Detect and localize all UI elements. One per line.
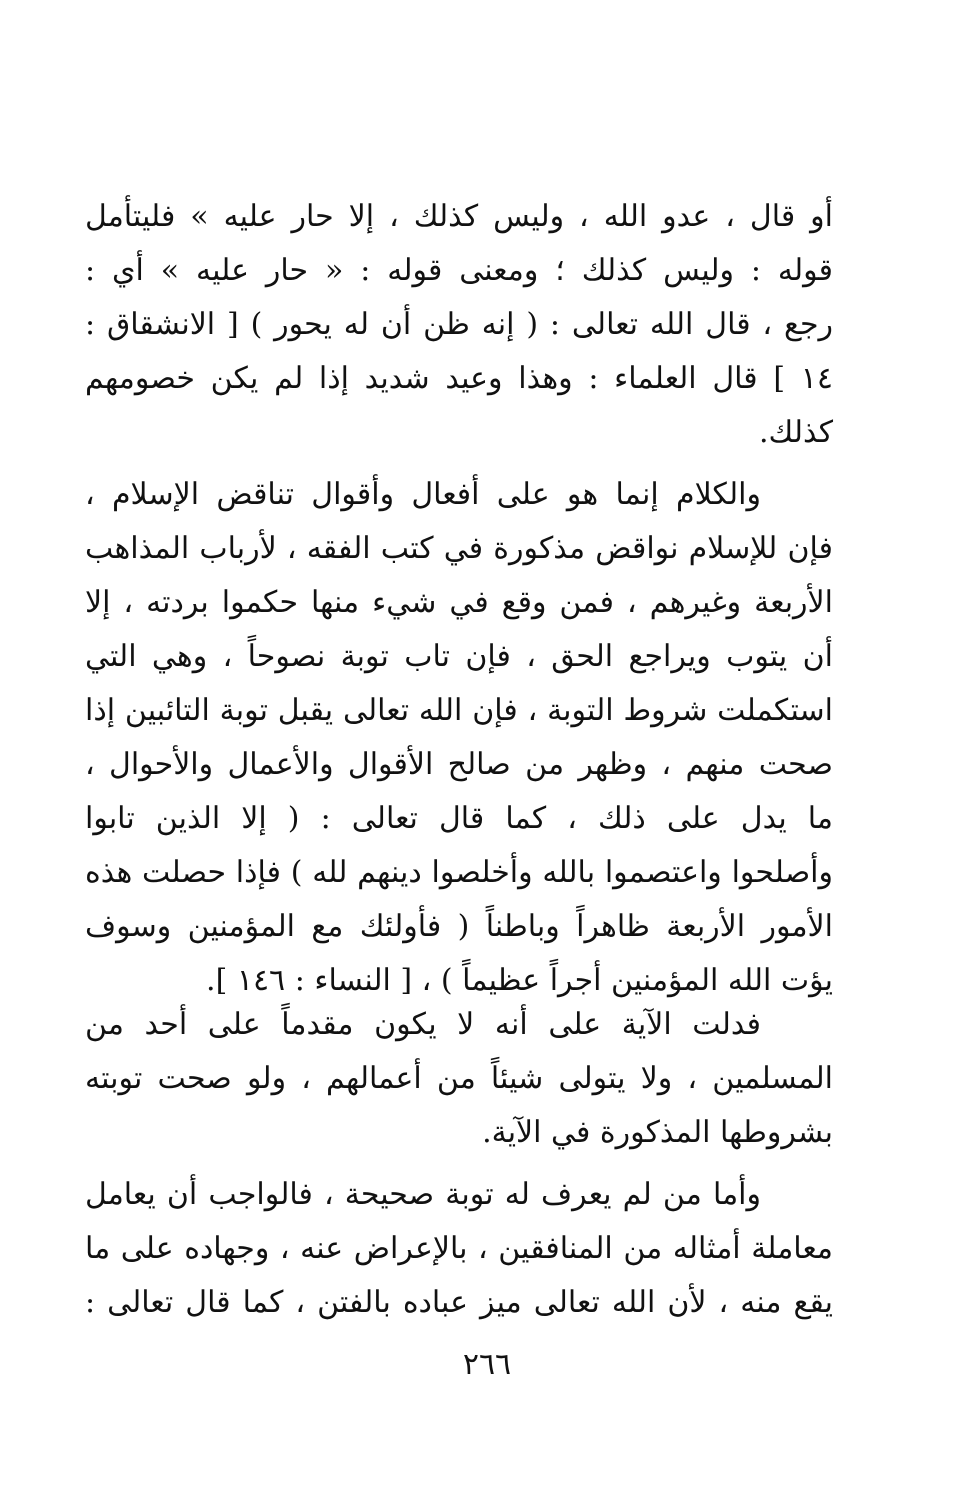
paragraph-4 xyxy=(85,1168,833,1330)
paragraph-2 xyxy=(85,468,833,1008)
text-line: صحت منهم ، وظهر من صالح الأقوال والأعمال والأحوال ، xyxy=(85,747,833,782)
text-line: استكملت شروط التوبة ، فإن الله تعالى يقبل توبة التائبين إذا xyxy=(85,693,833,728)
text-line: يؤت الله المؤمنين أجراً عظيماً ) ، [ النساء : ١٤٦ ]. xyxy=(206,963,833,998)
text-line: ١٤ ] قال العلماء : وهذا وعيد شديد إذا لم يكن خصومهم xyxy=(85,361,833,396)
text-line: وأصلحوا واعتصموا بالله وأخلصوا دينهم لله ) فإذا حصلت هذه xyxy=(85,855,833,890)
text-line: قوله : وليس كذلك ؛ ومعنى قوله : « حار عليه » أي : xyxy=(85,253,833,288)
text-line: يقع منه ، لأن الله تعالى ميز عباده بالفتن ، كما قال تعالى : xyxy=(85,1285,833,1320)
text-line: أن يتوب ويراجع الحق ، فإن تاب توبة نصوحاً ، وهي التي xyxy=(85,639,833,674)
paragraph-3 xyxy=(85,998,833,1160)
paragraph-1 xyxy=(85,190,833,460)
text-line: ما يدل على ذلك ، كما قال تعالى : ( إلا الذين تابوا xyxy=(85,801,833,836)
text-line: الأربعة وغيرهم ، فمن وقع في شيء منها حكموا بردته ، إلا xyxy=(85,585,833,620)
text-line: بشروطها المذكورة في الآية. xyxy=(482,1115,833,1150)
text-line: كذلك. xyxy=(759,415,833,450)
text-line: معاملة أمثاله من المنافقين ، بالإعراض عنه ، وجهاده على ما xyxy=(85,1231,833,1266)
text-line: وأما من لم يعرف له توبة صحيحة ، فالواجب أن يعامل xyxy=(85,1177,761,1212)
text-line: أو قال ، عدو الله ، وليس كذلك ، إلا حار عليه » فليتأمل xyxy=(85,199,833,234)
text-line: فدلت الآية على أنه لا يكون مقدماً على أحد من xyxy=(85,1007,761,1042)
text-line: الأمور الأربعة ظاهراً وباطناً ( فأولئك مع المؤمنين وسوف xyxy=(85,909,833,944)
text-line: رجع ، قال الله تعالى : ( إنه ظن أن له يحور ) [ الانشقاق : xyxy=(85,307,833,342)
text-line: فإن للإسلام نواقض مذكورة في كتب الفقه ، لأرباب المذاهب xyxy=(85,531,833,566)
text-line: والكلام إنما هو على أفعال وأقوال تناقض الإسلام ، xyxy=(85,477,761,512)
text-line: المسلمين ، ولا يتولى شيئاً من أعمالهم ، ولو صحت توبته xyxy=(85,1061,833,1096)
page-number: ٢٦٦ xyxy=(462,1347,512,1382)
